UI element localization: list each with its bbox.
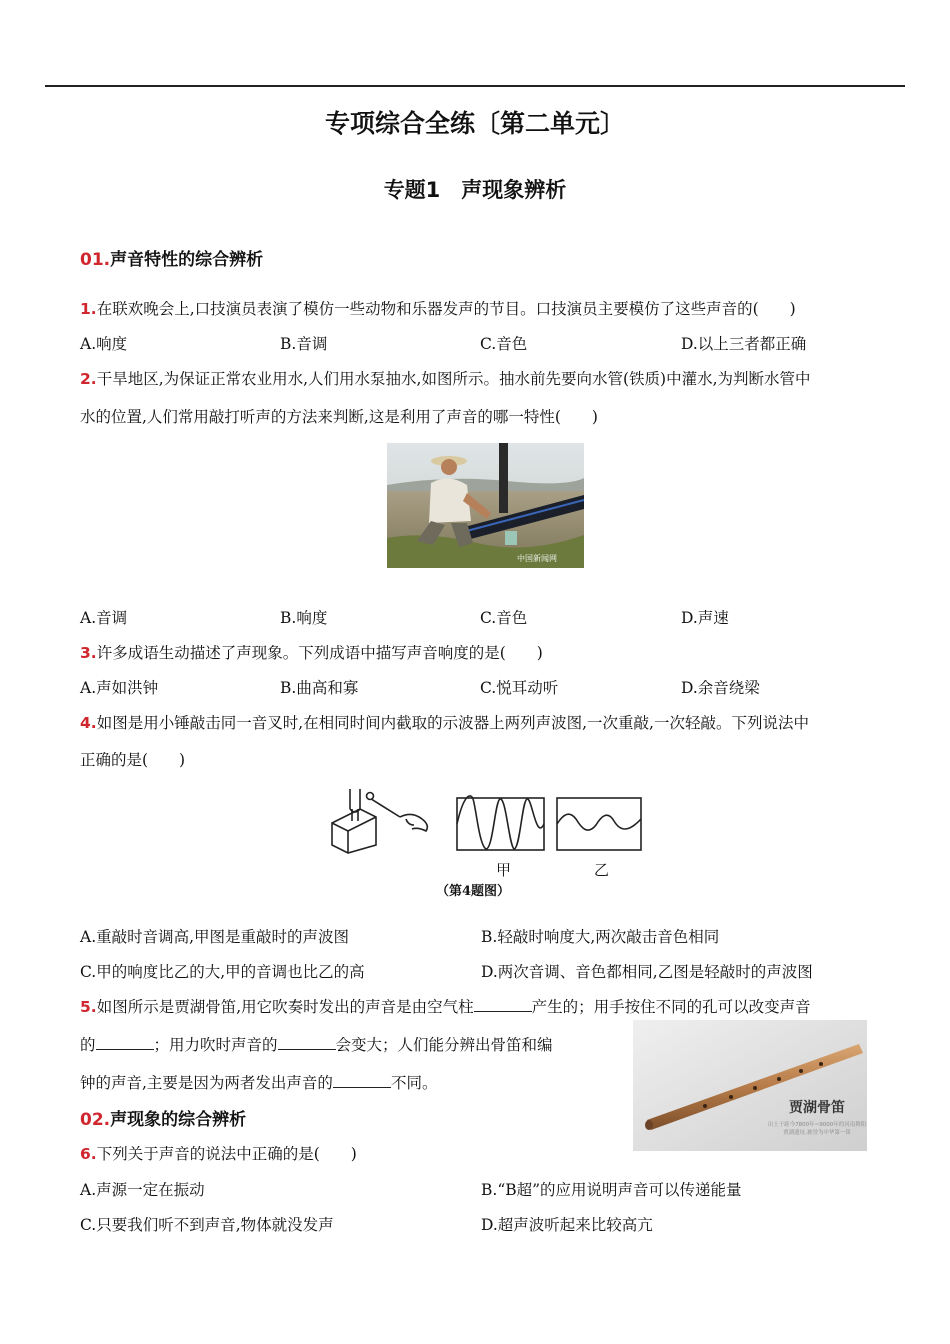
question-1: 1.在联欢晚会上,口技演员表演了模仿一些动物和乐器发声的节目。口技演员主要模仿了这些声音的( ) <box>80 300 796 318</box>
q6-option-a[interactable]: A.声源一定在振动 <box>80 1181 205 1199</box>
section-heading-02: 02.声现象的综合辨析 <box>80 1110 247 1130</box>
q1-option-c[interactable]: C.音色 <box>480 335 528 353</box>
q6-option-c[interactable]: C.只要我们听不到声音,物体就没发声 <box>80 1216 334 1234</box>
question-3: 3.许多成语生动描述了声现象。下列成语中描写声音响度的是( ) <box>80 644 543 662</box>
wave-a-icon <box>457 796 544 850</box>
q3-option-c[interactable]: C.悦耳动听 <box>480 679 559 697</box>
q1-option-a[interactable]: A.响度 <box>80 335 128 353</box>
q3-option-d[interactable]: D.余音绕梁 <box>681 679 760 697</box>
q2-option-a[interactable]: A.音调 <box>80 609 128 627</box>
q4-option-b[interactable]: B.轻敲时响度大,两次敲击音色相同 <box>481 928 720 946</box>
farmer-pipe-photo <box>387 443 584 568</box>
q4-option-d[interactable]: D.两次音调、音色都相同,乙图是轻敲时的声波图 <box>481 963 813 981</box>
wave-b-icon <box>557 798 641 850</box>
question-4-cont: 正确的是( ) <box>80 751 186 769</box>
flute-note-2: 贾湖遗址,被誉为中华第一笛 <box>783 1130 851 1136</box>
answer-blank-2[interactable] <box>96 1035 154 1050</box>
question-2: 2.干旱地区,为保证正常农业用水,人们用水泵抽水,如图所示。抽水前先要向水管(铁质)中灌水,为判断水管中 <box>80 370 811 388</box>
question-2-cont: 水的位置,人们常用敲打听声的方法来判断,这是利用了声音的哪一特性( ) <box>80 408 598 426</box>
q3-option-b[interactable]: B.曲高和寡 <box>280 679 359 697</box>
photo-watermark: 中国新闻网 <box>517 554 557 563</box>
q2-option-b[interactable]: B.响度 <box>280 609 328 627</box>
wave-label-b: 乙 <box>594 861 610 879</box>
page-title: 专项综合全练〔第二单元〕 <box>324 109 625 138</box>
question-5-line3: 钟的声音,主要是因为两者发出声音的 不同。 <box>80 1074 438 1092</box>
flute-title: 贾湖骨笛 <box>789 1100 845 1116</box>
page-subtitle: 专题1 声现象辨析 <box>383 178 567 202</box>
flute-note-1: 出土于距今7800年~9000年的河南舞阳 <box>767 1122 867 1128</box>
question-4: 4.如图是用小锤敲击同一音叉时,在相同时间内截取的示波器上两列声波图,一次重敲,一次轻敲。下列说法中 <box>80 714 809 732</box>
answer-blank-1[interactable] <box>474 997 532 1012</box>
figure-caption-q4: （第4题图） <box>436 884 511 899</box>
question-5: 5.如图所示是贾湖骨笛,用它吹奏时发出的声音是由空气柱 产生的；用手按住不同的孔可以改变声音 <box>80 998 811 1016</box>
q1-option-d[interactable]: D.以上三者都正确 <box>681 335 807 353</box>
question-5-line2: 的 ；用力吹时声音的 会变大；人们能分辨出骨笛和编 <box>80 1036 553 1054</box>
question-6: 6.下列关于声音的说法中正确的是( ) <box>80 1145 357 1163</box>
q6-option-d[interactable]: D.超声波听起来比较高亢 <box>481 1216 653 1234</box>
answer-blank-3[interactable] <box>278 1035 336 1050</box>
q3-option-a[interactable]: A.声如洪钟 <box>80 679 159 697</box>
top-rule <box>45 85 905 87</box>
wave-label-a: 甲 <box>496 861 512 879</box>
q1-option-b[interactable]: B.音调 <box>280 335 328 353</box>
q6-option-b[interactable]: B.“B超”的应用说明声音可以传递能量 <box>481 1181 742 1199</box>
q4-option-a[interactable]: A.重敲时音调高,甲图是重敲时的声波图 <box>80 928 350 946</box>
q4-option-c[interactable]: C.甲的响度比乙的大,甲的音调也比乙的高 <box>80 963 365 981</box>
q2-option-c[interactable]: C.音色 <box>480 609 528 627</box>
tuning-fork-figure <box>326 783 646 858</box>
q2-option-d[interactable]: D.声速 <box>681 609 729 627</box>
bone-flute-photo <box>633 1020 867 1151</box>
answer-blank-4[interactable] <box>333 1073 391 1088</box>
section-heading-01: 01.声音特性的综合辨析 <box>80 250 264 270</box>
